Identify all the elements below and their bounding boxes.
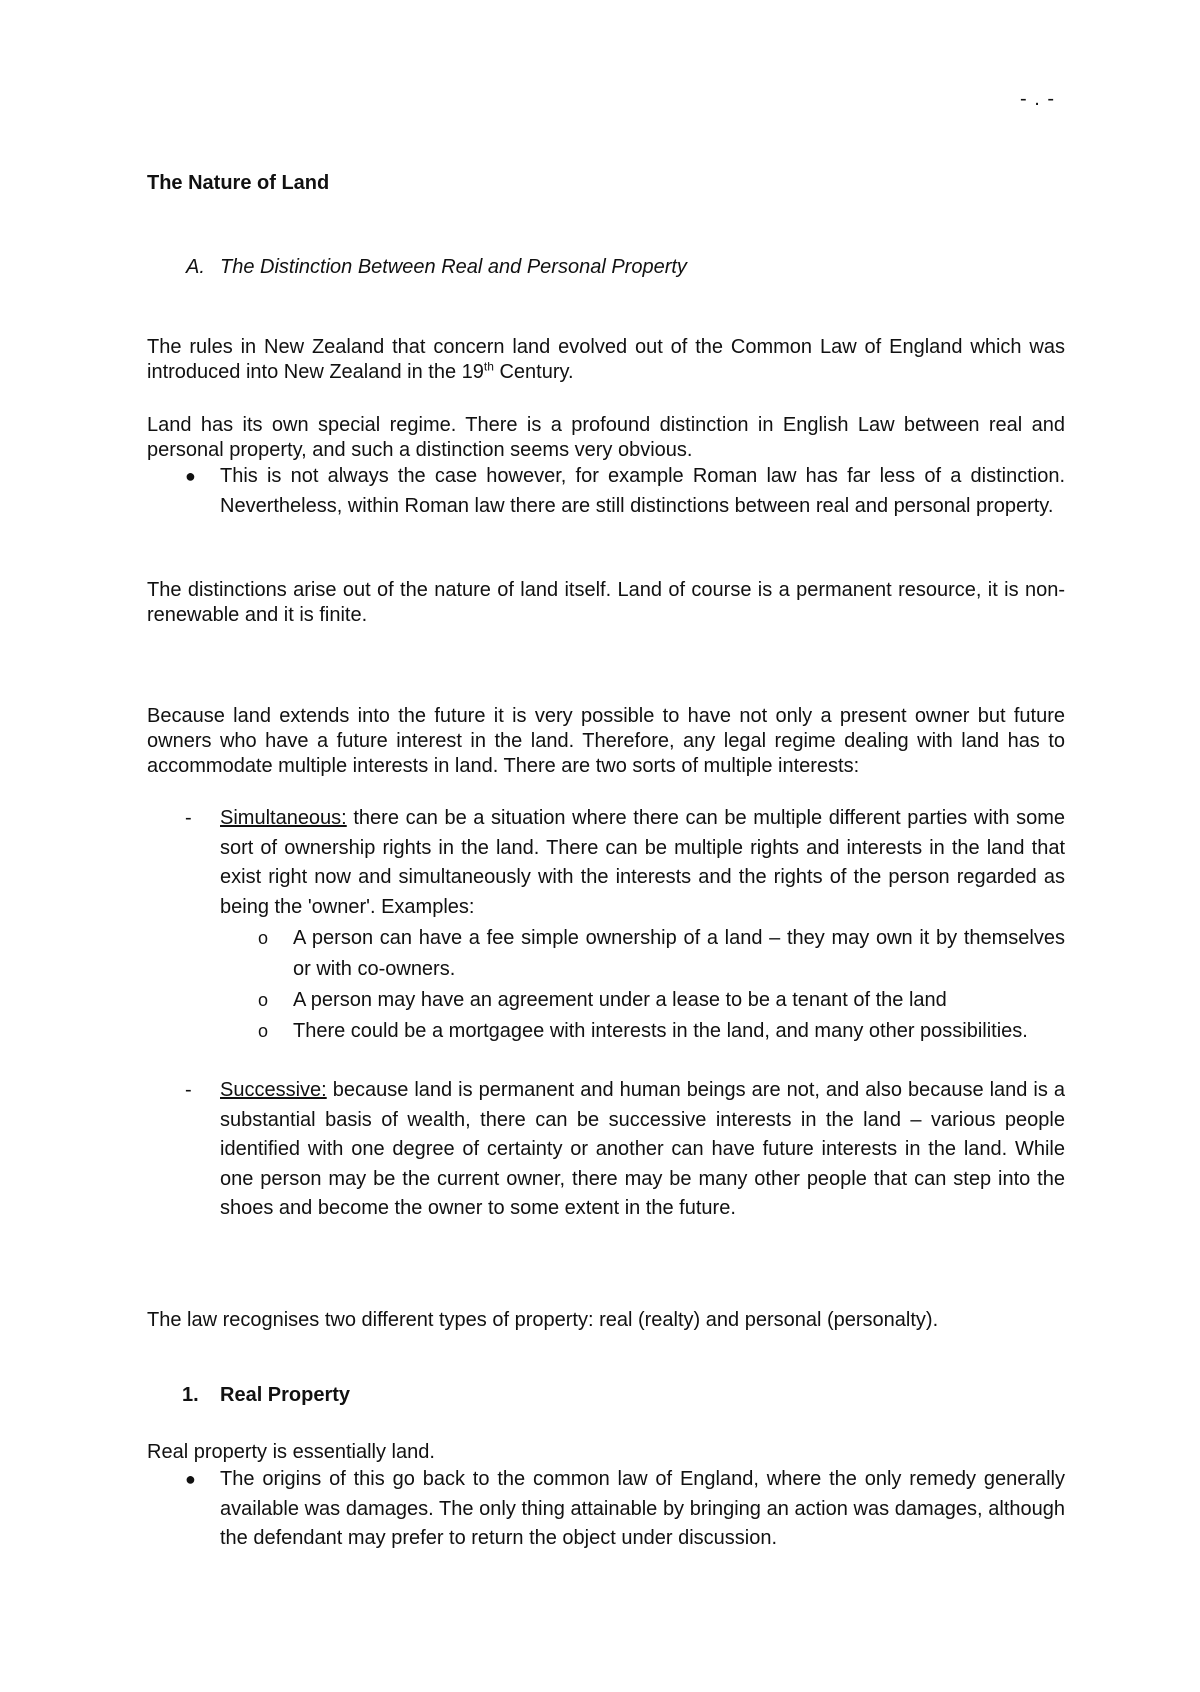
paragraph-2: Land has its own special regime. There is a profound distinction in English Law between real and personal property, and such a distinction seems very obvious. [147,414,1065,461]
paragraph-1-end: Century. [493,361,574,383]
bullet-icon: ● [185,466,196,486]
bullet-icon: ● [185,1469,196,1489]
successive-text: because land is permanent and human beings are not, and also because land is a substantial basis of wealth, there can be successive interests in the land – various people identified with one degree of certainty or another can have future interests in the land. While one person may be the current owner, there may be many other people that can step into the shoes and become the owner to some extent in the future. [220,1079,1065,1219]
section-a-heading [186,256,687,279]
dash-icon: - [185,807,192,829]
paragraph-3: The distinctions arise out of the nature of land itself. Land of course is a permanent resource, it is non-renewable and it is finite. [147,579,1065,626]
example-item-2 [258,985,1065,1016]
bullet-item-text: This is not always the case however, for example Roman law has far less of a distinction. Nevertheless, within Roman law there are still distinctions between real and personal property. [220,465,1065,517]
paragraph-6: Real property is essentially land. [147,1441,435,1463]
simultaneous-text: there can be a situation where there can be multiple different parties with some sort of ownership rights in the land. There can be multiple rights and interests in the land that exist right now and simultaneously with the interests and the rights of the person regarded as being the 'owner'. Examples: [220,807,1065,918]
section-a-title: The Distinction Between Real and Personal Property [220,256,687,278]
circle-bullet-icon: o [258,1021,269,1041]
bullet-item-roman-law [185,462,1065,521]
paragraph-1 [147,335,1065,385]
example-text: A person may have an agreement under a lease to be a tenant of the land [293,989,947,1011]
paragraph-4: Because land extends into the future it is very possible to have not only a present owner but future owners who have a future interest in the land. Therefore, any legal regime dealing with land has to accommodate multiple interests in land. There are two sorts of multiple interests: [147,705,1065,777]
example-text: A person can have a fee simple ownership of a land – they may own it by themselves or with co-owners. [293,927,1065,980]
section-1-title: Real Property [220,1384,351,1406]
circle-bullet-icon: o [258,928,269,948]
bullet-item-origins [185,1465,1065,1554]
simultaneous-label: Simultaneous: [220,807,347,829]
section-a-letter: A. [186,256,205,278]
example-text: There could be a mortgagee with interests in the land, and many other possibilities. [293,1020,1028,1042]
paragraph-5: The law recognises two different types of property: real (realty) and personal (personalty). [147,1309,939,1331]
section-1-number: 1. [182,1384,199,1406]
paragraph-1-text: The rules in New Zealand that concern land evolved out of the Common Law of England which was introduced into New Zealand in the 19 [147,336,1065,383]
list-item-successive [185,1076,1065,1224]
circle-bullet-icon: o [258,990,269,1010]
dash-icon: - [185,1079,192,1101]
superscript-th: th [483,359,494,374]
bullet-item-text: The origins of this go back to the common law of England, where the only remedy generally available was damages. The only thing attainable by bringing an action was damages, although the defendant may prefer to return the object under discussion. [220,1468,1065,1549]
page-number: - . - [1020,88,1055,110]
document-title: The Nature of Land [147,172,330,194]
list-item-simultaneous [185,804,1065,922]
successive-label: Successive: [220,1079,327,1101]
example-item-1 [258,923,1065,985]
example-item-3 [258,1016,1065,1047]
section-1-heading [182,1384,350,1407]
